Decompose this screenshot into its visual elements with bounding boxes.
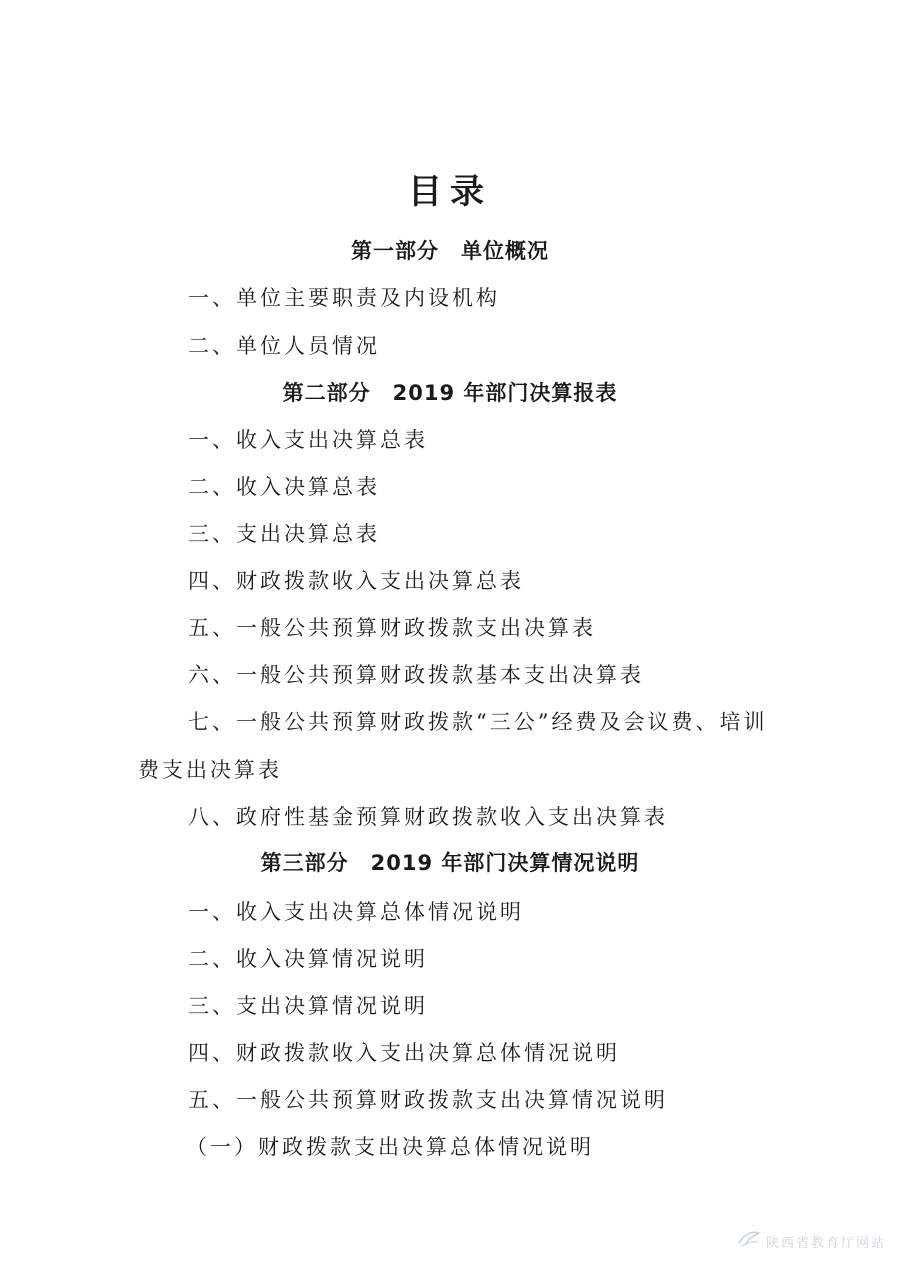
toc-item: 一、收入支出决算总表	[188, 428, 428, 452]
toc-item: 二、单位人员情况	[188, 334, 380, 358]
toc-item-subsection: （一）财政拨款支出决算总体情况说明	[186, 1135, 594, 1159]
watermark	[736, 1229, 886, 1253]
toc-item: 六、一般公共预算财政拨款基本支出决算表	[188, 663, 644, 687]
toc-item: 二、收入决算情况说明	[188, 947, 428, 971]
page-title: 目录	[408, 172, 492, 212]
toc-item: 三、支出决算总表	[188, 522, 380, 546]
watermark-text: 陕西省教育厅网站	[765, 1235, 886, 1251]
toc-item: 四、财政拨款收入支出决算总体情况说明	[188, 1041, 620, 1065]
section-heading-part-2: 第二部分 2019 年部门决算报表	[282, 381, 618, 405]
toc-item: 四、财政拨款收入支出决算总表	[188, 569, 524, 593]
toc-item: 五、一般公共预算财政拨款支出决算情况说明	[188, 1088, 668, 1112]
section-heading-part-1: 第一部分 单位概况	[351, 239, 549, 263]
toc-item: 二、收入决算总表	[188, 475, 380, 499]
toc-item: 一、收入支出决算总体情况说明	[188, 900, 524, 924]
toc-item: 一、单位主要职责及内设机构	[188, 286, 500, 310]
section-heading-part-3: 第三部分 2019 年部门决算情况说明	[260, 851, 640, 875]
watermark-logo-icon	[736, 1229, 762, 1253]
toc-item-wrapped: 七、一般公共预算财政拨款“三公”经费及会议费、培训费支出决算表	[138, 710, 768, 782]
toc-item: 八、政府性基金预算财政拨款收入支出决算表	[188, 805, 668, 829]
toc-item: 五、一般公共预算财政拨款支出决算表	[188, 616, 596, 640]
toc-item: 三、支出决算情况说明	[188, 994, 428, 1018]
